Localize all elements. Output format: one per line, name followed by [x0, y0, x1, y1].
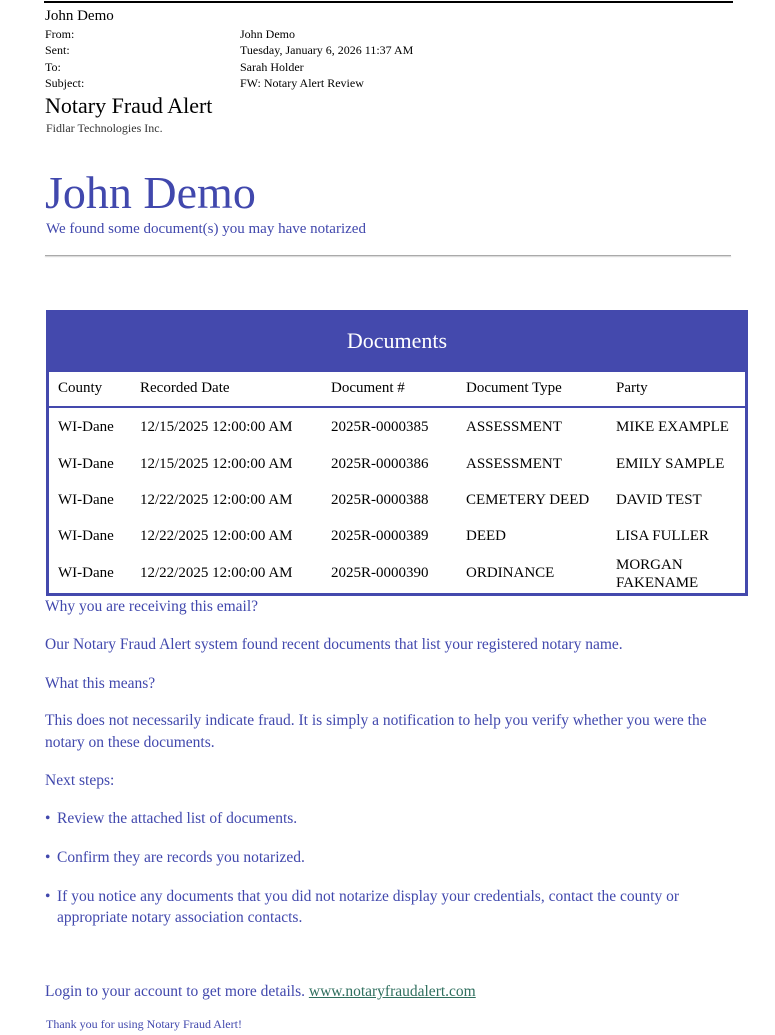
column-header-county: County: [58, 380, 103, 396]
cell-county: WI-Dane: [58, 419, 114, 435]
section-divider: [45, 255, 731, 256]
cell-document-number: 2025R-0000386: [331, 456, 429, 472]
next-steps-heading: Next steps:: [45, 772, 115, 789]
documents-title: Documents: [346, 328, 448, 353]
cell-county: WI-Dane: [58, 456, 114, 472]
bullet-icon: •: [45, 849, 51, 866]
brand-title: Notary Fraud Alert: [45, 93, 213, 118]
cell-recorded-date: 12/22/2025 12:00:00 AM: [140, 565, 293, 581]
column-header-document-type: Document Type: [466, 380, 562, 396]
bullet-icon: •: [45, 888, 51, 905]
cell-document-number: 2025R-0000389: [331, 528, 429, 544]
table-header: [49, 372, 745, 408]
next-step-text: Review the attached list of documents.: [57, 810, 298, 827]
cell-document-type: ASSESSMENT: [466, 456, 562, 472]
cell-party: MORGAN FAKENAME: [616, 557, 699, 591]
next-step-text: If you notice any documents that you did not notarize display your credentials, contact the county or appropriate notary association contacts.: [57, 888, 679, 926]
subject-label: Subject:: [45, 76, 85, 90]
cell-party: MIKE EXAMPLE: [616, 419, 729, 435]
cell-county: WI-Dane: [58, 492, 114, 508]
brand-company: Fidlar Technologies Inc.: [46, 121, 163, 135]
documents-table-body: [49, 372, 745, 593]
bullet-icon: •: [45, 810, 51, 827]
cell-document-number: 2025R-0000388: [331, 492, 429, 508]
column-header-document-number: Document #: [331, 380, 405, 396]
from-value: John Demo: [240, 27, 295, 41]
cell-party: EMILY SAMPLE: [616, 456, 725, 472]
login-line: [45, 981, 476, 1003]
cell-document-type: CEMETERY DEED: [466, 492, 590, 508]
sent-label: Sent:: [45, 43, 70, 57]
table-row: [49, 419, 745, 455]
cell-document-number: 2025R-0000385: [331, 419, 429, 435]
thanks-text: Thank you for using Notary Fraud Alert!: [46, 1017, 242, 1031]
cell-county: WI-Dane: [58, 528, 114, 544]
documents-table: [46, 310, 748, 596]
cell-party: DAVID TEST: [616, 492, 702, 508]
notary-fraud-alert-link[interactable]: www.notaryfraudalert.com: [308, 983, 476, 1000]
cell-document-type: DEED: [466, 528, 506, 544]
cell-document-type: ASSESSMENT: [466, 419, 562, 435]
why-heading: Why you are receiving this email?: [45, 598, 259, 615]
header-divider: [44, 1, 733, 3]
to-label: To:: [45, 60, 61, 74]
cell-recorded-date: 12/22/2025 12:00:00 AM: [140, 492, 293, 508]
from-label: From:: [45, 27, 75, 41]
login-text: Login to your account to get more details.: [45, 983, 305, 1000]
cell-party: LISA FULLER: [616, 528, 709, 544]
why-text: Our Notary Fraud Alert system found recent documents that list your registered notary name.: [45, 636, 623, 653]
to-value: Sarah Holder: [240, 60, 304, 74]
sent-value: Tuesday, January 6, 2026 11:37 AM: [240, 43, 414, 57]
column-header-party: Party: [616, 380, 648, 396]
cell-document-number: 2025R-0000390: [331, 565, 429, 581]
table-row: [49, 492, 745, 528]
greeting-intro: We found some document(s) you may have notarized: [46, 221, 366, 237]
table-row: [49, 456, 745, 492]
sender-name: John Demo: [45, 8, 114, 24]
cell-recorded-date: 12/15/2025 12:00:00 AM: [140, 419, 293, 435]
cell-county: WI-Dane: [58, 565, 114, 581]
means-text: This does not necessarily indicate fraud. It is simply a notification to help you verify whether you were the notary on these documents.: [45, 712, 707, 751]
cell-recorded-date: 12/15/2025 12:00:00 AM: [140, 456, 293, 472]
cell-recorded-date: 12/22/2025 12:00:00 AM: [140, 528, 293, 544]
means-heading: What this means?: [45, 675, 156, 692]
next-step-text: Confirm they are records you notarized.: [57, 849, 305, 866]
column-header-recorded-date: Recorded Date: [140, 380, 230, 396]
subject-value: FW: Notary Alert Review: [240, 76, 364, 90]
cell-document-type: ORDINANCE: [466, 565, 555, 581]
greeting-name: John Demo: [45, 167, 256, 218]
